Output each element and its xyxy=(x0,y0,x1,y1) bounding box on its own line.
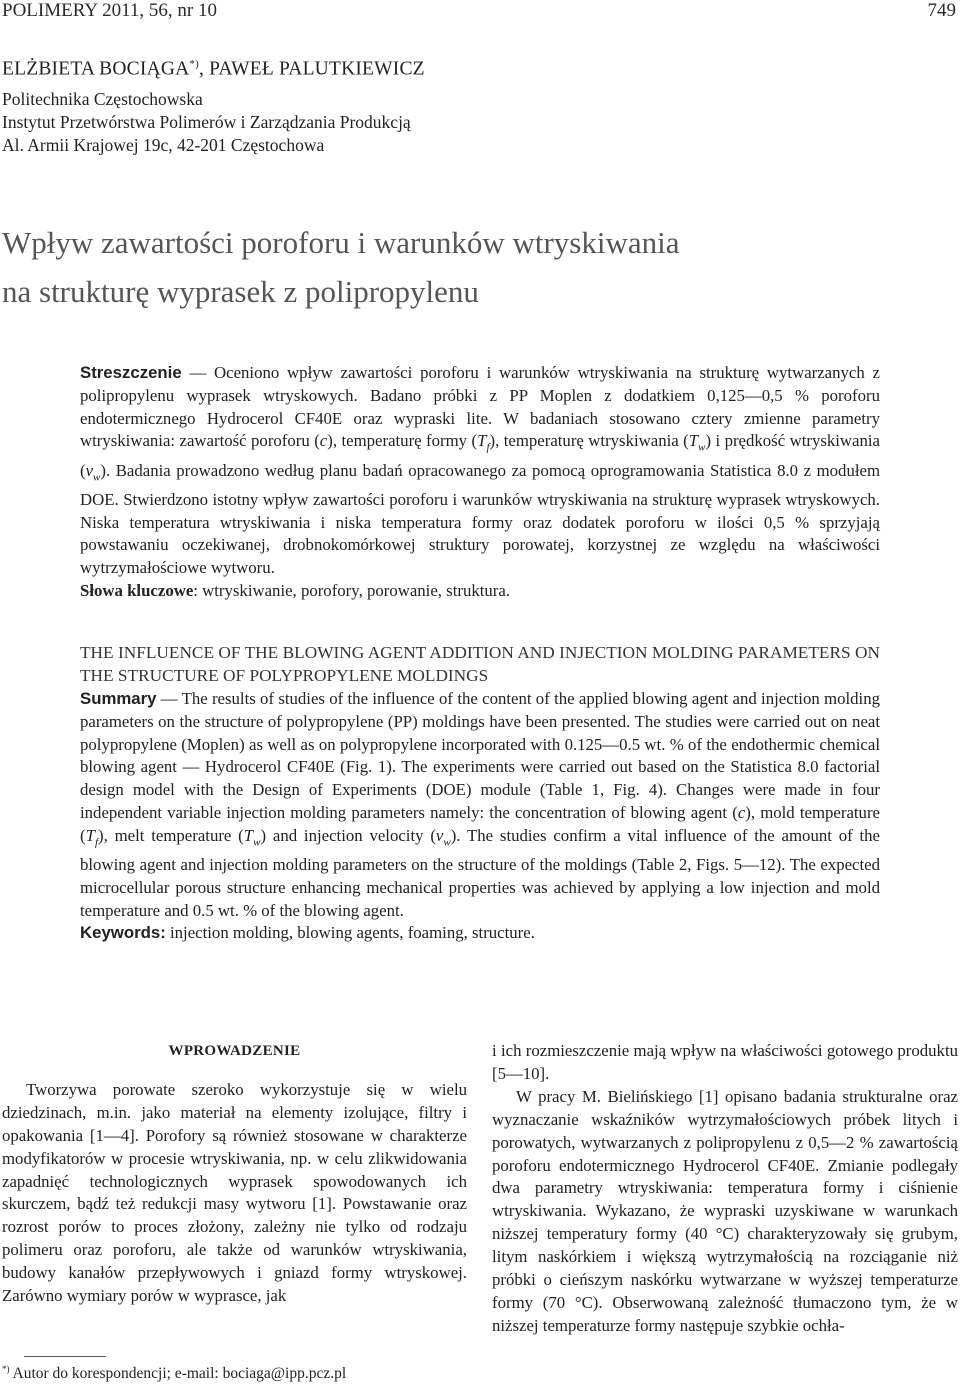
footnote-rule xyxy=(24,1356,106,1357)
footnote-mark: *) xyxy=(2,1364,10,1374)
page-number: 749 xyxy=(927,0,956,21)
abstract-pl: Streszczenie — Oceniono wpływ zawartości poroforu i warunków wtryskiwania na strukturę wytwarzanych z polipropylenu wyprasek wtryskowych. Badano próbki z PP Moplen z dodatkiem 0,125—0,5 % poroforu endotermicznego Hydrocerol CF40E oraz wypraski lite. W badaniach stosowano cztery zmienne parametry wtryskiwania: zawartość poroforu (c), temperaturę formy $(T_f)$, temperaturę wtryskiwania $(T_w)$ i prędkość wtryskiwania $(v_w)$. Badania prowadzono według planu badań opracowanego za pomocą oprogramowania Statistica 8.0 z modułem DOE. Stwierdzono istotny wpływ zawartości poroforu i warunków wtryskiwania na strukturę wyprasek wtryskowych. Niska temperatura wtryskiwania i niska temperatura formy oraz dodatek poroforu w ilości 0,5 % sprzyjają powstawaniu oczekiwanej, drobnokomórkowej struktury porowatej, korzystnej ze względu na właściwości wytrzymałościowe wytworu. Słowa kluczowe: wtryskiwanie, porofory, porowanie, struktura. xyxy=(80,363,881,600)
abstract-en: Summary — The results of studies of the influence of the content of the applied blowing agent and injection molding parameters on the structure of polypropylene (PP) moldings have been presented. The studies were carried out on neat polypropylene (Moplen) as well as on polypropylene incorporated with 0.125—0.5 wt. % of the endothermic chemical blowing agent — Hydrocerol CF40E (Fig. 1). The experiments were carried out based on the Statistica 8.0 factorial design model with the Design of Experiments (DOE) module (Table 1, Fig. 4). Changes were made in four independent variable injection molding parameters namely: the concentration of blowing agent (c), mold temperature $(T_f)$, melt temperature $(T_w)$ and injection velocity $(v_w)$. The studies confirm a vital influence of the amount of the blowing agent and injection molding parameters on the structure of the moldings (Table 2, Figs. 5—12). The expected microcellular porous structure enhancing mechanical properties was achieved by applying a low injection and mold temperature and 0.5 wt. % of the blowing agent. Keywords: injection molding, blowing agents, foaming, structure. xyxy=(80,689,880,943)
summary-text: The results of studies of the influence of the content of the applied blowing agent and injection molding parameters on the structure of polypropylene (PP) moldings have been presented. The studies were carried out on neat polypropylene (Moplen) as well as on polypropylene incorporated with 0.125—0.5 wt. % of the endothermic chemical blowing agent — Hydrocerol CF40E (Fig. 1). The experiments were carried out based on the Statistica 8.0 factorial design model with the Design of Experiments (DOE) module (Table 1, Fig. 4). Changes were made in four independent variable injection molding parameters namely: the concentration of blowing agent ( xyxy=(80,689,880,822)
abstract-pl-text: Oceniono wpływ zawartości poroforu i warunków wtryskiwania na strukturę wytwarzanych z polipropylenu wyprasek wtryskowych. Badano próbki z PP Moplen z dodatkiem 0,125—0,5 % poroforu endotermicznego Hydrocerol CF40E oraz wypraski lite. W badaniach stosowano cztery zmienne parametry wtryskiwania: zawartość poroforu ( xyxy=(80,363,880,451)
section-heading: WPROWADZENIE xyxy=(168,1043,301,1059)
affiliation-institute: Instytut Przetwórstwa Polimerów i Zarządzania Produkcją xyxy=(2,112,411,132)
body-right-column xyxy=(492,1040,958,1338)
footnote xyxy=(2,1364,346,1383)
abstract-pl-label: Streszczenie xyxy=(80,363,182,382)
article-title-line-1: Wpływ zawartości poroforu i warunków wtryskiwania xyxy=(2,225,680,260)
keywords-en: injection molding, blowing agents, foaming, structure. xyxy=(165,923,535,943)
journal-name: POLIMERY 2011, 56, nr 10 xyxy=(2,0,217,21)
intro-paragraph-1: Tworzywa porowate szeroko wykorzystuje się w wielu dziedzinach, m.in. jako materiał na elementy izolujące, filtry i opakowania [1—4]. Porofory są również stosowane w charakterze modyfikatorów w procesie wtryskiwania, np. w celu zlikwidowania zapadnięć technologicznych wyprasek spowodowanych ich skurczem, bądź też redukcji masy wytworu [1]. Powstawanie oraz rozrost porów to proces złożony, zależny nie tylko od rodzaju polimeru oraz poroforu, ale także od warunków wtryskiwania, budowy kanałów przepływowych i gniazd formy wtryskowej. Zarówno wymiary porów w wyprasce, jak xyxy=(2,1079,467,1306)
keywords-pl: : wtryskiwanie, porofory, porowanie, struktura. xyxy=(193,580,511,600)
summary-label: Summary xyxy=(80,689,157,708)
affiliation-university: Politechnika Częstochowska xyxy=(2,89,203,109)
corresponding-mark: *) xyxy=(189,58,199,70)
author-1: ELŻBIETA BOCIĄGA xyxy=(2,58,190,80)
footnote-text: Autor do korespondencji; e-mail: bociaga@ipp.pcz.pl xyxy=(9,1365,347,1383)
affiliation-address: Al. Armii Krajowej 19c, 42-201 Częstochowa xyxy=(2,135,325,155)
keywords-pl-label: Słowa kluczowe xyxy=(80,580,194,600)
body-left-column xyxy=(2,1040,467,1308)
keywords-en-label: Keywords: xyxy=(80,923,166,943)
running-header xyxy=(0,0,960,22)
intro-paragraph-cont: i ich rozmieszczenie mają wpływ na właściwości gotowego produktu [5—10]. xyxy=(492,1041,958,1083)
author-2: , PAWEŁ PALUTKIEWICZ xyxy=(199,58,425,80)
article-title-line-2: na strukturę wyprasek z polipropylenu xyxy=(2,274,479,309)
intro-paragraph-2: W pracy M. Bielińskiego [1] opisano badania strukturalne oraz wyznaczanie wskaźników wytrzymałościowych próbek litych i porowatych, wytwarzanych z polipropylenu z 0,5—2 % zawartością poroforu endotermicznego Hydrocerol CF40E. Zmianie podlegały dwa parametry wtryskiwania: temperatura formy i ciśnienie wtryskiwania. Wykazano, że wypraski uzyskiwane w warunkach niższej temperatury formy (40 °C) charakteryzowały się grubym, litym naskórkiem i większą wytrzymałością na rozciąganie niż próbki o cieńszym naskórku wytwarzane w wyższej temperaturze formy (70 °C). Obserwowaną zależność tłumaczono tym, że w niższej temperaturze formy następuje szybkie ochła- xyxy=(492,1086,958,1335)
english-title: THE INFLUENCE OF THE BLOWING AGENT ADDITION AND INJECTION MOLDING PARAMETERS ON THE STRUCTURE OF POLYPROPYLENE MOLDINGS xyxy=(80,643,880,685)
authors xyxy=(2,58,425,81)
